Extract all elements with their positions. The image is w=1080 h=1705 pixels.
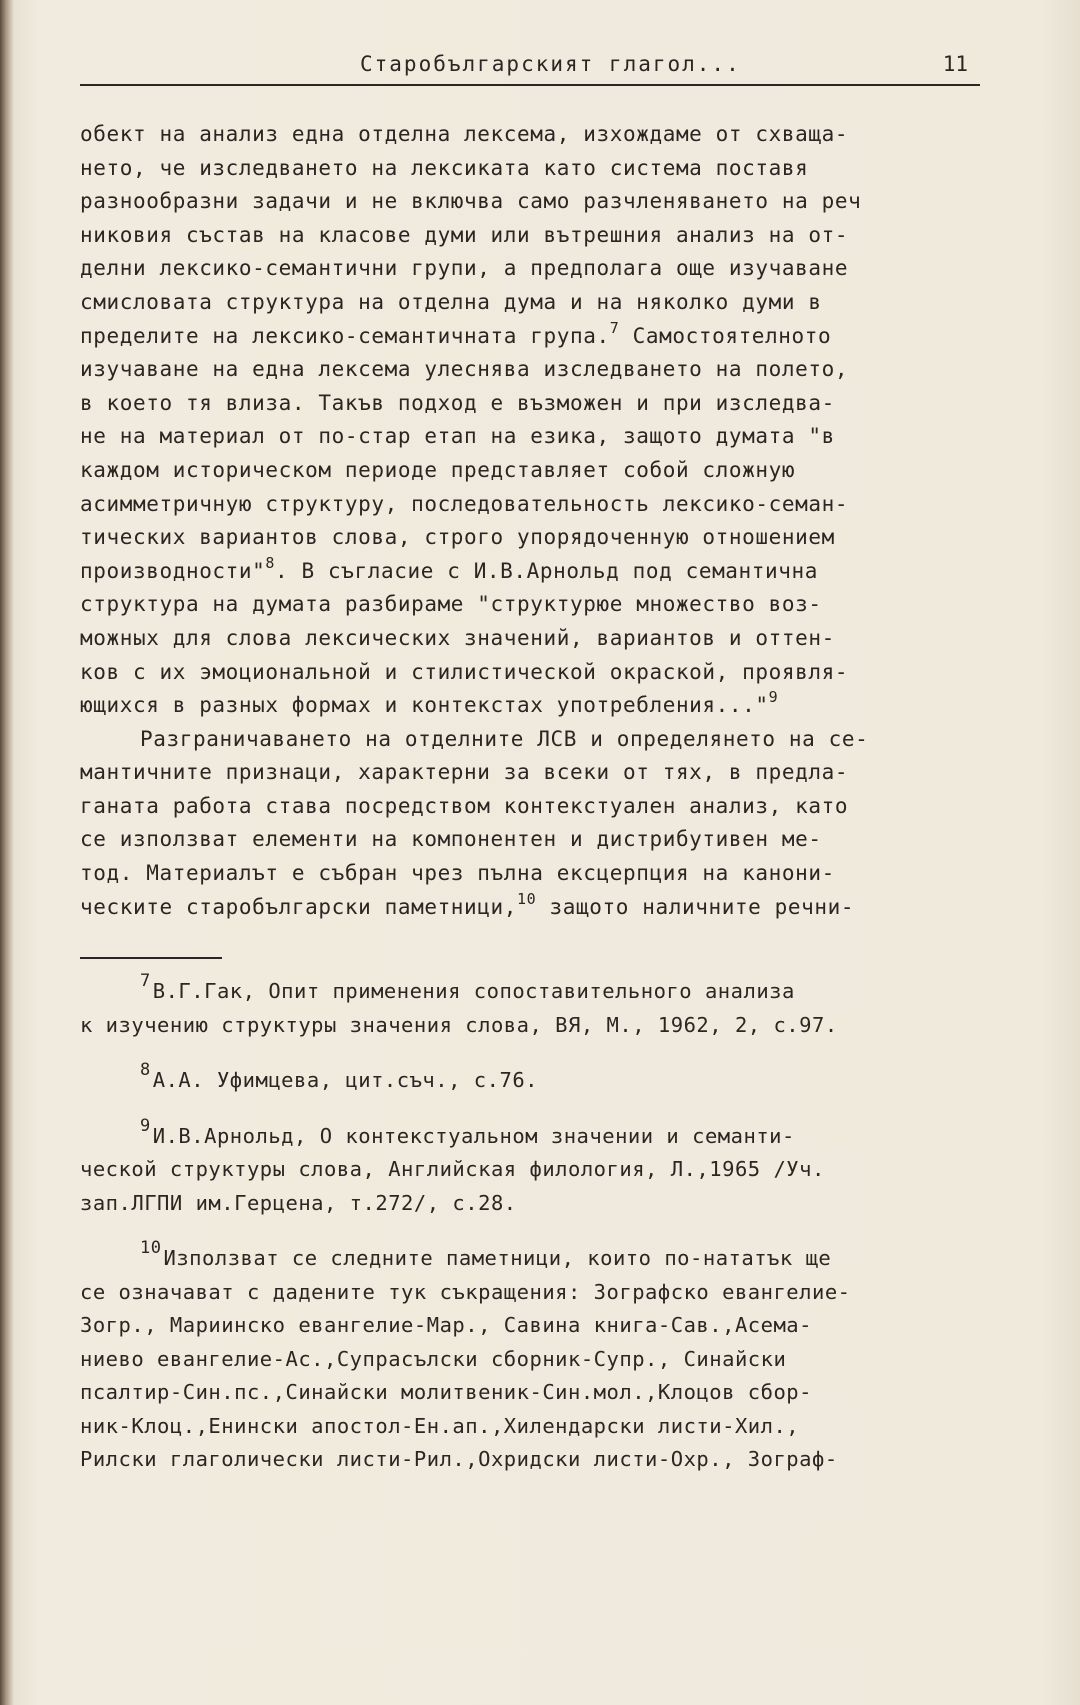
body-line [80, 118, 1000, 152]
body-line [80, 320, 1000, 354]
body-line-text: ческите старобългарски паметници, [80, 894, 518, 919]
body-line [80, 152, 1000, 186]
footnote-line [80, 1443, 1010, 1477]
body-line-text: обект на анализ една отделна лексема, изхождаме от схваща- [80, 122, 849, 146]
body-text [80, 118, 1000, 924]
body-line [80, 454, 1000, 488]
footnote-text: ческой структуры слова, Английская филология, Л.,1965 /Уч. [80, 1157, 825, 1181]
footnote-text: Използват се следните паметници, които по-нататък ще [163, 1246, 832, 1270]
body-line-text: Разграничаването на отделните ЛСВ и определянето на се- [140, 726, 869, 751]
body-line-text: ков с их эмоциональной и стилистической окраской, проявля- [80, 659, 849, 684]
body-line [80, 252, 1000, 286]
body-line [80, 219, 1000, 253]
body-line-text: ганата работа става посредством контекстуален анализ, като [80, 793, 849, 818]
body-line-text: Самостоятелното [619, 323, 832, 348]
footnote-number: 10 [140, 1238, 162, 1258]
body-line [80, 353, 1000, 387]
footnote-text: ниево евангелие-Ас.,Супрасълски сборник-Супр., Синайски [80, 1346, 787, 1371]
body-line-text: смисловата структура на отделна дума и на няколко думи в [80, 289, 822, 314]
body-line-text: тод. Материалът е събран чрез пълна ексцерпция на канони- [80, 861, 835, 886]
footnote-text: к изучению структуры значения слова, ВЯ, М., 1962, 2, с.97. [80, 1012, 838, 1037]
footnote-ref: 9 [768, 688, 779, 707]
body-line-text: никовия състав на класове думи или вътрешния анализ на от- [80, 222, 849, 247]
body-line-text: можных для слова лексических значений, вариантов и оттен- [80, 625, 835, 650]
body-line-text: асимметричную структуру, последовательность лексико-семан- [80, 491, 849, 516]
footnote [80, 1238, 1010, 1477]
footnote-line [80, 1009, 1010, 1043]
body-line-text: защото наличните речни- [536, 894, 855, 919]
body-line-text: производности" [80, 558, 266, 583]
footnote-line [80, 1343, 1010, 1377]
body-line [80, 723, 1000, 757]
body-line-text: делни лексико-семантични групи, а предполага още изучаване [80, 256, 849, 281]
body-line-text: в което тя влиза. Такъв подход е възможен и при изследва- [80, 390, 835, 415]
footnote-line [80, 1410, 1010, 1444]
footnote-text: Зогр., Мариинско евангелие-Мар., Савина книга-Сав.,Асема- [80, 1313, 812, 1337]
footnote [80, 1060, 1010, 1098]
body-line-text: не на материал от по-стар етап на езика, защото думата "в [80, 424, 835, 449]
footnote-number: 9 [140, 1115, 151, 1136]
footnote-line [80, 1115, 1010, 1154]
footnote-text: И.В.Арнольд, О контекстуальном значении и семанти- [152, 1123, 795, 1148]
footnote-text: Рилски глаголически листи-Рил.,Охридски листи-Охр., Зограф- [80, 1447, 838, 1471]
body-line [80, 521, 1000, 555]
footnote-number: 8 [140, 1060, 151, 1080]
footnote-text: се означават с дадените тук съкращения: Зографско евангелие- [80, 1279, 851, 1304]
body-line [80, 286, 1000, 320]
body-line [80, 857, 1000, 891]
body-line-text: пределите на лексико-семантичната група. [80, 323, 610, 348]
body-line [80, 488, 1000, 522]
footnote-ref: 10 [517, 889, 537, 908]
body-line-text: каждом историческом периоде представляет собой сложную [80, 457, 796, 482]
body-line-text: тических вариантов слова, строго упорядоченную отношением [80, 525, 835, 550]
footnote-text: А.А. Уфимцева, цит.съч., с.76. [152, 1068, 539, 1092]
body-line [80, 689, 1000, 723]
footnote-text: псалтир-Син.пс.,Синайски молитвеник-Син.мол.,Клоцов сбор- [80, 1380, 812, 1404]
body-line [80, 823, 1000, 857]
page-number: 11 [942, 52, 968, 76]
body-line-text: . В съгласие с И.В.Арнольд под семантична [275, 558, 819, 583]
body-line [80, 891, 1000, 925]
body-line [80, 555, 1000, 589]
footnote-line [80, 1060, 1010, 1098]
footnotes [80, 971, 1010, 1499]
footnote [80, 971, 1010, 1042]
body-line-text: мантичните признаци, характерни за всеки от тях, в предла- [80, 760, 849, 785]
body-line [80, 420, 1000, 454]
footnote-text: В.Г.Гак, Опит применения сопоставительного анализа [152, 979, 795, 1003]
body-line [80, 588, 1000, 622]
footnote-line [80, 1276, 1010, 1310]
footnote-ref: 7 [609, 318, 620, 337]
footnote-ref: 8 [265, 553, 276, 572]
footnote-text: ник-Клоц.,Енински апостол-Ен.ап.,Хилендарски листи-Хил., [80, 1413, 800, 1438]
body-line-text: нето, че изследването на лексиката като система поставя [80, 155, 809, 180]
footnote-line [80, 1153, 1010, 1187]
body-line [80, 387, 1000, 421]
body-line-text: изучаване на една лексема улеснява изследването на полето, [80, 357, 849, 382]
footnote-line [80, 1238, 1010, 1276]
footnote-separator [80, 957, 222, 959]
body-line-text: разнообразни задачи и не включва само разчленяването на реч [80, 189, 862, 214]
body-line [80, 756, 1000, 790]
body-line [80, 656, 1000, 690]
footnote-text: зап.ЛГПИ им.Герцена, т.272/, с.28. [80, 1190, 517, 1215]
body-line [80, 185, 1000, 219]
footnote-line [80, 971, 1010, 1009]
footnote-line [80, 1187, 1010, 1221]
footnote-number: 7 [140, 971, 151, 991]
footnote-line [80, 1376, 1010, 1410]
body-line [80, 790, 1000, 824]
body-line-text: ющихся в разных формах и контекстах употребления..." [80, 693, 769, 718]
header-title: Старобългарският глагол... [360, 52, 741, 76]
body-line-text: се използват елементи на компонентен и дистрибутивен ме- [80, 827, 822, 852]
body-line-text: структура на думата разбираме "структурюе множество воз- [80, 592, 822, 617]
running-header [80, 50, 980, 86]
footnote-line [80, 1309, 1010, 1343]
footnote [80, 1115, 1010, 1221]
body-line [80, 622, 1000, 656]
